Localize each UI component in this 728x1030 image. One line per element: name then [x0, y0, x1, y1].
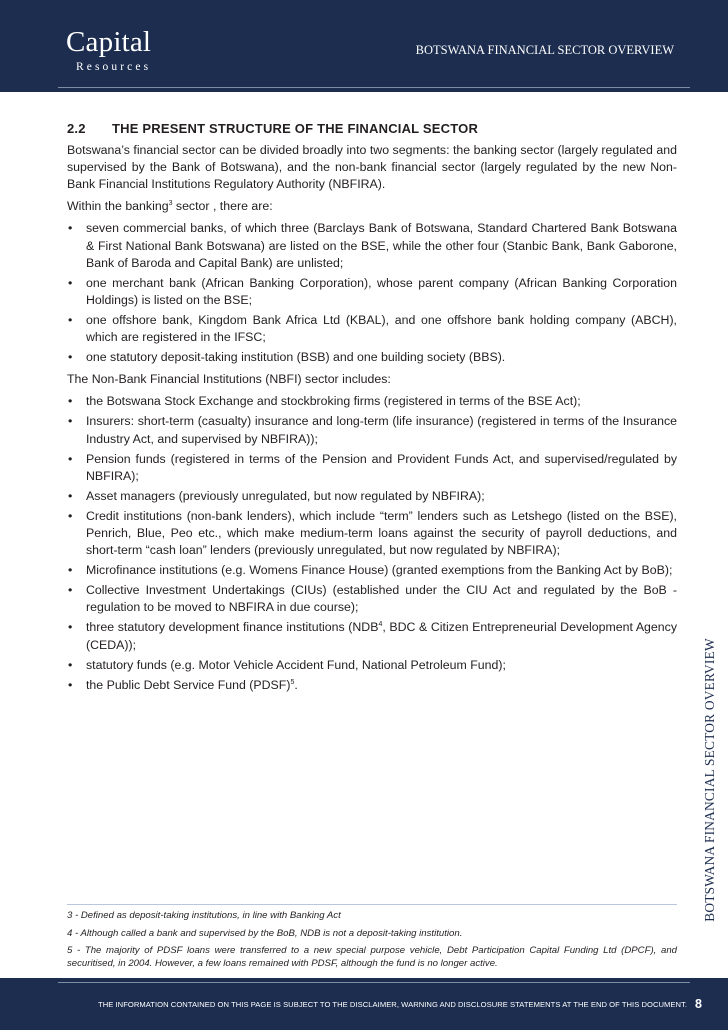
footnotes — [67, 910, 677, 975]
footnote-4: 4 - Although called a bank and supervised by the BoB, NDB is not a deposit-taking institution. — [67, 927, 463, 939]
intro-paragraph: Botswana’s financial sector can be divided broadly into two segments: the banking sector (largely regulated and supervised by the Bank of Botswana), and the non-bank financial sector (largely regulated by the new Non-Bank Financial Institutions Regulatory Authority (NBFIRA). — [67, 143, 677, 192]
footer-divider — [58, 982, 690, 983]
page-number: 8 — [695, 997, 702, 1011]
banking-intro-text-end: sector , there are: — [172, 199, 273, 214]
header-bar — [0, 0, 728, 92]
list-item: • Credit institutions (non-bank lenders), which include “term” lenders such as Letshego (listed on the BSE), Penrich, Blue, Peo etc., which make medium-term loans against the security of payroll deductions, and short-term “cash loan” lenders (previously unregulated, but now regulated by NBFIRA); — [67, 508, 677, 559]
list-item: • Insurers: short-term (casualty) insurance and long-term (life insurance) (registered in terms of the Insurance Industry Act, and supervised by NBFIRA)); — [67, 413, 677, 447]
footer-disclaimer: THE INFORMATION CONTAINED ON THIS PAGE IS SUBJECT TO THE DISCLAIMER, WARNING AND DISCLOSURE STATEMENTS AT THE END OF THIS DOCUMENT. — [98, 1000, 688, 1009]
list-item: • seven commercial banks, of which three (Barclays Bank of Botswana, Standard Chartered Bank Botswana & First National Bank Botswana) are listed on the BSE, while the other four (Stanbic Bank, Bank Gaborone, Bank of Baroda and Capital Bank) are unlisted; — [67, 220, 677, 271]
footnote-ref-4: 4 — [378, 621, 383, 629]
header-divider — [58, 87, 690, 88]
list-item: • Microfinance institutions (e.g. Womens Finance House) (granted exemptions from the Banking Act by BoB); — [67, 562, 677, 579]
banking-intro — [67, 198, 677, 215]
footnote-ref-3: 3 — [168, 200, 173, 208]
logo-subtitle: Resources — [76, 61, 152, 73]
list-item-text: three statutory development finance institutions (NDB — [86, 620, 379, 635]
nbfi-list — [67, 393, 677, 694]
list-item — [67, 677, 677, 694]
section-title: THE PRESENT STRUCTURE OF THE FINANCIAL SECTOR — [112, 121, 479, 136]
footnote-3: 3 - Defined as deposit-taking institutions, in line with Banking Act — [67, 910, 341, 921]
list-item-text-end: . — [294, 677, 298, 692]
list-item: • one offshore bank, Kingdom Bank Africa Ltd (KBAL), and one offshore bank holding company (ABCH), which are registered in the IFSC; — [67, 312, 677, 346]
section-number: 2.2 — [67, 121, 86, 136]
footer-bar — [0, 978, 728, 1030]
logo-wordmark: Capital — [66, 26, 152, 58]
vertical-side-title: BOTSWANA FINANCIAL SECTOR OVERVIEW — [702, 638, 717, 922]
list-item-text: the Public Debt Service Fund (PDSF) — [86, 677, 291, 692]
footnote-divider — [67, 904, 677, 905]
document-title: BOTSWANA FINANCIAL SECTOR OVERVIEW — [415, 43, 674, 57]
list-item: • Pension funds (registered in terms of the Pension and Provident Funds Act, and supervised/regulated by NBFIRA); — [67, 451, 677, 485]
banking-intro-text: Within the banking — [67, 199, 169, 214]
list-item-text-end: , BDC & Citizen Entrepreneurial Development Agency (CEDA)); — [86, 620, 677, 652]
list-item — [67, 619, 677, 653]
footnote-5: 5 - The majority of PDSF loans were transferred to a new special purpose vehicle, Debt Participation Capital Funding Ltd (DPCF), and securitised, in 2004. However, a few loans remained with PDSF, although the fund is no longer active. — [67, 945, 677, 969]
list-item: • Asset managers (previously unregulated, but now regulated by NBFIRA); — [67, 488, 677, 505]
main-content — [67, 120, 677, 699]
list-item: • statutory funds (e.g. Motor Vehicle Accident Fund, National Petroleum Fund); — [67, 657, 677, 674]
list-item: • the Botswana Stock Exchange and stockbroking firms (registered in terms of the BSE Act); — [67, 393, 677, 410]
list-item: • Collective Investment Undertakings (CIUs) (established under the CIU Act and regulated by the BoB - regulation to be moved to NBFIRA in due course); — [67, 582, 677, 616]
list-item: • one statutory deposit-taking institution (BSB) and one building society (BBS). — [67, 349, 677, 366]
banking-list — [67, 220, 677, 366]
section-heading — [67, 120, 677, 137]
nbfi-intro: The Non-Bank Financial Institutions (NBFI) sector includes: — [67, 372, 391, 387]
footnote-ref-5: 5 — [290, 678, 295, 686]
list-item: • one merchant bank (African Banking Corporation), whose parent company (African Banking Corporation Holdings) is listed on the BSE; — [67, 275, 677, 309]
